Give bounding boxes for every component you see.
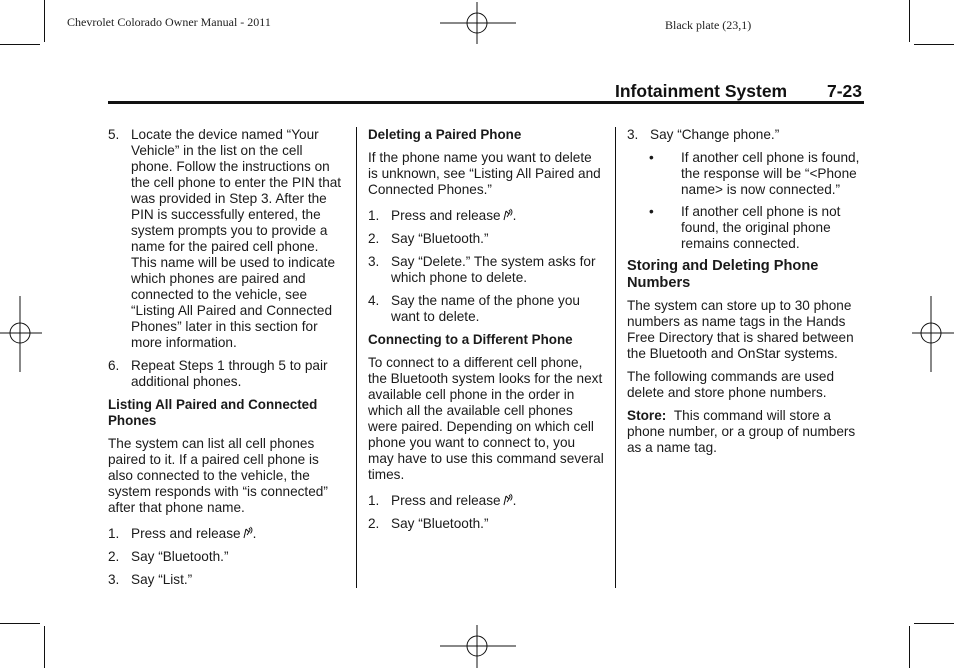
step-text: Say “List.” xyxy=(131,572,193,587)
step-number: 1. xyxy=(368,208,380,223)
paragraph: The system can store up to 30 phone numbers as name tags in the Hands Free Directory that is shared between the Bluetooth and OnStar systems. xyxy=(627,298,854,361)
list-item xyxy=(368,516,604,532)
crop-mark-top-left-v xyxy=(44,0,45,42)
list-item xyxy=(108,526,346,542)
subheading-listing: Listing All Paired and Connected Phones xyxy=(108,397,318,428)
bullet-text: If another cell phone is found, the response will be “<Phone name> is now connected.” xyxy=(681,150,860,197)
step-text: Say “Delete.” The system asks for which phone to delete. xyxy=(391,254,596,285)
bullet-icon: • xyxy=(649,204,654,219)
crop-mark-bottom-right-h xyxy=(914,623,954,624)
paragraph: If the phone name you want to delete is unknown, see “Listing All Paired and Connected Phones.” xyxy=(368,150,601,197)
step-number: 3. xyxy=(627,127,639,142)
list-item xyxy=(627,127,863,143)
list-item xyxy=(368,293,604,325)
store-text: This command will store a phone number, or a group of numbers as a name tag. xyxy=(627,408,856,455)
column-2 xyxy=(368,127,604,539)
step-number: 6. xyxy=(108,358,120,373)
step-text: Say the name of the phone you want to delete. xyxy=(391,293,580,324)
list-item xyxy=(368,208,604,224)
plate-label: Black plate (23,1) xyxy=(665,18,752,32)
subheading-deleting: Deleting a Paired Phone xyxy=(368,127,522,142)
list-item xyxy=(108,572,346,588)
column-3 xyxy=(627,127,863,463)
bullet-text: If another cell phone is not found, the original phone remains connected. xyxy=(681,204,841,251)
bluetooth-talk-icon xyxy=(243,526,253,539)
column-1 xyxy=(108,127,346,595)
paragraph: To connect to a different cell phone, the Bluetooth system looks for the next available cell phone in the order in which all the available cell phones were paired. Depending on which cell phone you want to connect to, you may have to use this command several times. xyxy=(368,355,604,482)
heading-storing: Storing and Deleting Phone Numbers xyxy=(627,258,819,291)
manual-title: Chevrolet Colorado Owner Manual - 2011 xyxy=(67,15,271,29)
step-text: Press and release xyxy=(131,526,241,541)
step-text-wrap: Press and release . xyxy=(391,493,517,508)
section-title: Infotainment System xyxy=(615,81,788,101)
step-text: Say “Change phone.” xyxy=(650,127,780,142)
step-number: 2. xyxy=(108,549,120,564)
step-text: Say “Bluetooth.” xyxy=(131,549,229,564)
crop-mark-bottom-left-h xyxy=(0,623,40,624)
crop-mark-top-right-h xyxy=(914,44,954,45)
paragraph: The following commands are used delete and store phone numbers. xyxy=(627,369,835,400)
bluetooth-talk-icon xyxy=(503,208,513,221)
bullet-item xyxy=(627,150,863,198)
bullet-icon: • xyxy=(649,150,654,165)
step-number: 2. xyxy=(368,516,380,531)
registration-target-top-icon xyxy=(440,2,516,44)
registration-target-right-icon xyxy=(912,296,954,372)
step-text: Say “Bluetooth.” xyxy=(391,231,489,246)
registration-target-left-icon xyxy=(0,296,42,372)
step-number: 1. xyxy=(108,526,120,541)
crop-mark-bottom-left-v xyxy=(44,626,45,668)
page-number: 7-23 xyxy=(827,81,863,101)
bluetooth-talk-icon xyxy=(503,493,513,506)
step-number: 3. xyxy=(368,254,380,269)
step-number: 4. xyxy=(368,293,380,308)
column-divider-1 xyxy=(356,127,357,588)
paragraph-store xyxy=(627,408,863,456)
list-item xyxy=(368,231,604,247)
step-number: 5. xyxy=(108,127,120,142)
step-text: Say “Bluetooth.” xyxy=(391,516,489,531)
crop-mark-top-left-h xyxy=(0,44,40,45)
list-item xyxy=(368,493,604,509)
step-number: 1. xyxy=(368,493,380,508)
step-text: Press and release xyxy=(391,493,501,508)
step-text: Locate the device named “Your Vehicle” in the list on the cell phone. Follow the instructions on the cell phone to enter the PIN that was provided in Step 3. After the PIN is successfully entered, the system prompts you to provide a name for the paired cell phone. This name will be used to indicate which phones are paired and connected to the vehicle, see “Listing All Paired and Connected Phones” later in this section for more information. xyxy=(131,127,342,350)
bullet-item xyxy=(627,204,863,252)
step-number: 3. xyxy=(108,572,120,587)
step-number: 2. xyxy=(368,231,380,246)
column-divider-2 xyxy=(615,127,616,588)
list-item xyxy=(108,127,346,351)
step-text-wrap: Press and release . xyxy=(131,526,257,541)
step-text: Press and release xyxy=(391,208,501,223)
registration-target-bottom-icon xyxy=(440,625,516,668)
step-text-wrap: Press and release . xyxy=(391,208,517,223)
step-text: Repeat Steps 1 through 5 to pair additional phones. xyxy=(131,358,328,389)
store-label: Store: xyxy=(627,408,667,423)
crop-mark-top-right-v xyxy=(909,0,910,42)
header-rule xyxy=(108,101,864,104)
paragraph: The system can list all cell phones paired to it. If a paired cell phone is also connected to the vehicle, the system responds with “is connected” after that phone name. xyxy=(108,436,328,515)
list-item xyxy=(108,358,346,390)
subheading-connecting: Connecting to a Different Phone xyxy=(368,332,573,347)
list-item xyxy=(108,549,346,565)
crop-mark-bottom-right-v xyxy=(909,626,910,668)
list-item xyxy=(368,254,604,286)
